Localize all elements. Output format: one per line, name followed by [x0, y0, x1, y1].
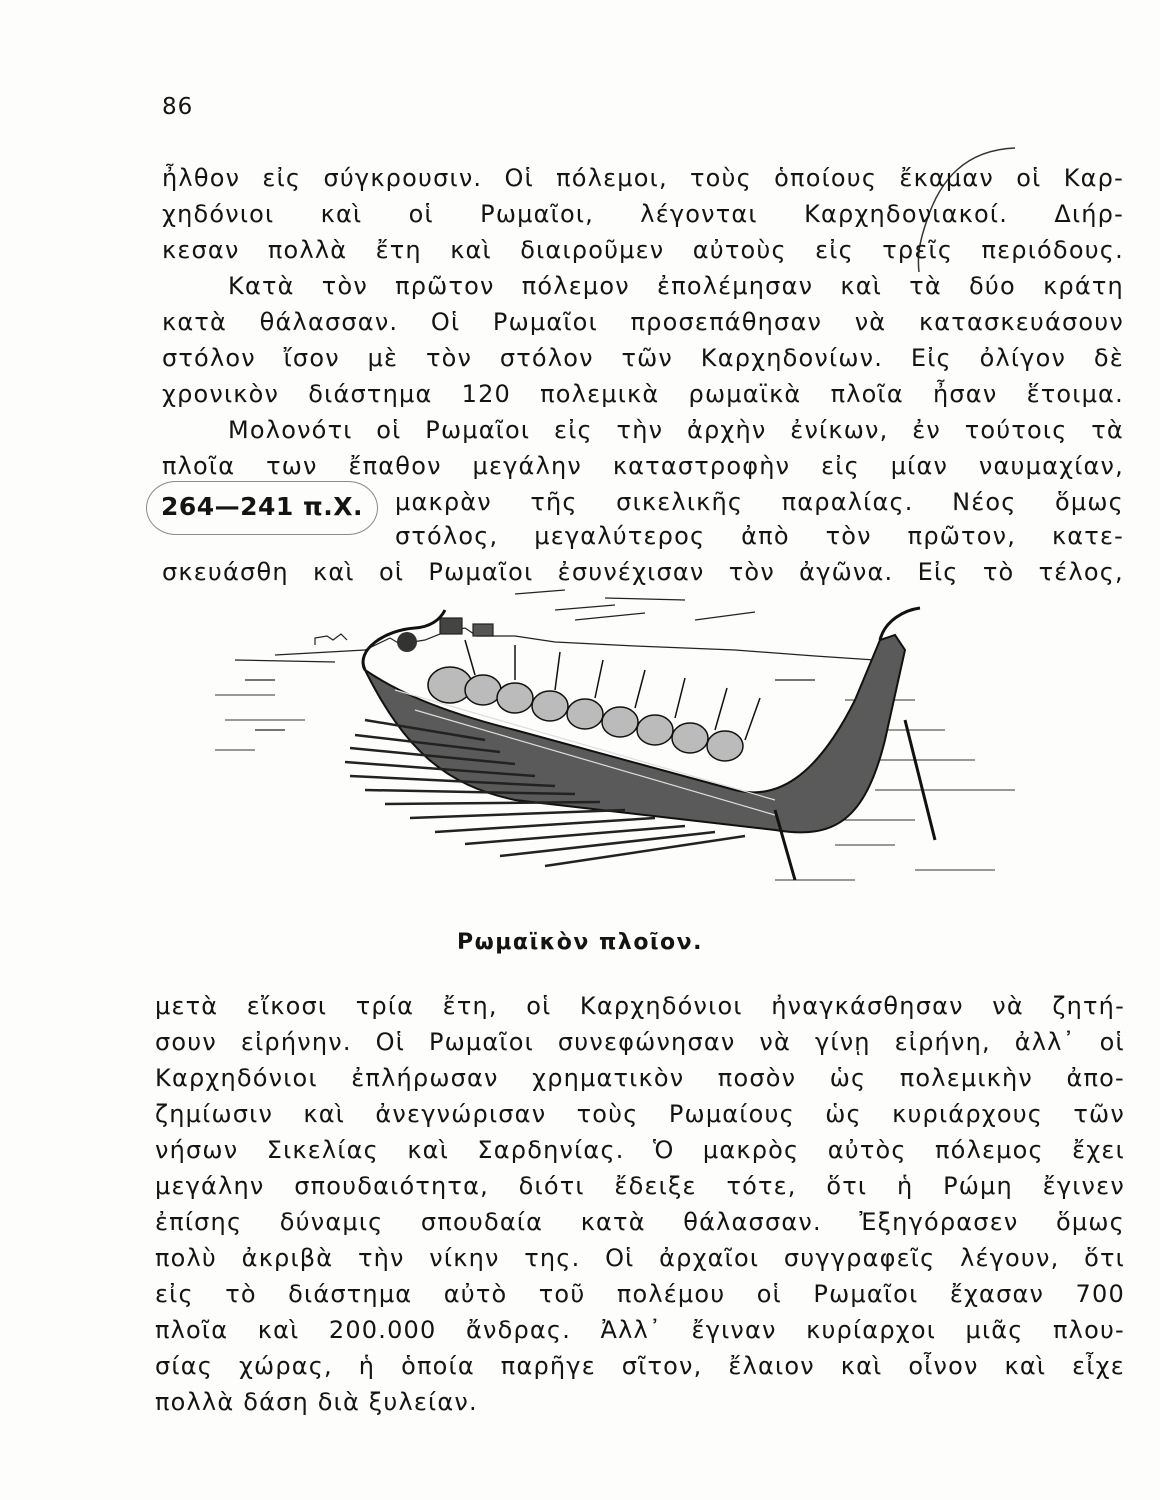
top-text-line: μακρὰν τῆς σικελικῆς παραλίας. Νέος ὅμως: [395, 488, 1124, 516]
bottom-text-line: ζημίωσιν καὶ ἀνεγνώρισαν τοὺς Ρωμαίους ὡς κυριάρχους τῶν: [155, 1100, 1125, 1128]
top-text-line: πλοῖα των ἔπαθον μεγάλην καταστροφὴν εἰς μίαν ναυμαχίαν,: [162, 452, 1124, 480]
bottom-text-line: πολὺ ἀκριβὰ τὴν νίκην της. Οἱ ἀρχαῖοι συγγραφεῖς λέγουν, ὅτι: [155, 1244, 1125, 1272]
top-text-line: Κατὰ τὸν πρῶτον πόλεμον ἐπολέμησαν καὶ τὰ δύο κράτη: [228, 272, 1124, 300]
bottom-text-line: σίας χώρας, ἡ ὁποία παρῆγε σῖτον, ἔλαιον καὶ οἶνον καὶ εἶχε: [155, 1352, 1125, 1380]
roman-ship-illustration: [215, 580, 1025, 910]
bottom-text-line: πλοῖα καὶ 200.000 ἄνδρας. Ἀλλ᾿ ἔγιναν κυρίαρχοι μιᾶς πλου-: [155, 1316, 1125, 1344]
top-text-line: Μολονότι οἱ Ρωμαῖοι εἰς τὴν ἀρχὴν ἐνίκων, ἐν τούτοις τὰ: [228, 416, 1124, 444]
top-text-line: χρονικὸν διάστημα 120 πολεμικὰ ρωμαϊκὰ πλοῖα ἦσαν ἕτοιμα.: [162, 380, 1124, 408]
top-text-line: σκευάσθη καὶ οἱ Ρωμαῖοι ἐσυνέχισαν τὸν ἀγῶνα. Εἰς τὸ τέλος,: [162, 558, 1124, 586]
top-text-line: χηδόνιοι καὶ οἱ Ρωμαῖοι, λέγονται Καρχηδονιακοί. Διήρ-: [162, 200, 1124, 228]
bottom-text-line: νήσων Σικελίας καὶ Σαρδηνίας. Ὁ μακρὸς αὐτὸς πόλεμος ἔχει: [155, 1136, 1125, 1164]
bottom-text-line: εἰς τὸ διάστημα αὐτὸ τοῦ πολέμου οἱ Ρωμαῖοι ἔχασαν 700: [155, 1280, 1125, 1308]
top-text-line: κεσαν πολλὰ ἔτη καὶ διαιροῦμεν αὐτοὺς εἰς τρεῖς περιόδους.: [162, 236, 1124, 264]
bottom-text-line: μετὰ εἴκοσι τρία ἔτη, οἱ Καρχηδόνιοι ἠναγκάσθησαν νὰ ζητή-: [155, 992, 1125, 1020]
top-text-line: στόλος, μεγαλύτερος ἀπὸ τὸν πρῶτον, κατε-: [395, 522, 1124, 550]
bottom-text-line: ἐπίσης δύναμις σπουδαία κατὰ θάλασσαν. Ἐξηγόρασεν ὅμως: [155, 1208, 1125, 1236]
top-text-line: στόλον ἴσον μὲ τὸν στόλον τῶν Καρχηδονίων. Εἰς ὀλίγον δὲ: [162, 344, 1124, 372]
page-number: 86: [162, 94, 194, 120]
figure-caption: Ρωμαϊκὸν πλοῖον.: [457, 930, 703, 955]
bottom-text-line: μεγάλην σπουδαιότητα, διότι ἔδειξε τότε, ὅτι ἡ Ρώμη ἔγινεν: [155, 1172, 1125, 1200]
top-text-line: ἦλθον εἰς σύγκρουσιν. Οἱ πόλεμοι, τοὺς ὁποίους ἔκαμαν οἱ Καρ-: [162, 164, 1124, 192]
bottom-text-line: Καρχηδόνιοι ἐπλήρωσαν χρηματικὸν ποσὸν ὡς πολεμικὴν ἀπο-: [155, 1064, 1125, 1092]
top-text-line: κατὰ θάλασσαν. Οἱ Ρωμαῖοι προσεπάθησαν νὰ κατασκευάσουν: [162, 308, 1124, 336]
bottom-text-line: σουν εἰρήνην. Οἱ Ρωμαῖοι συνεφώνησαν νὰ γίνῃ εἰρήνη, ἀλλ᾿ οἱ: [155, 1028, 1125, 1056]
bottom-text-line: πολλὰ δάση διὰ ξυλείαν.: [155, 1388, 478, 1416]
margin-date-badge: 264—241 π.Χ.: [146, 481, 378, 535]
